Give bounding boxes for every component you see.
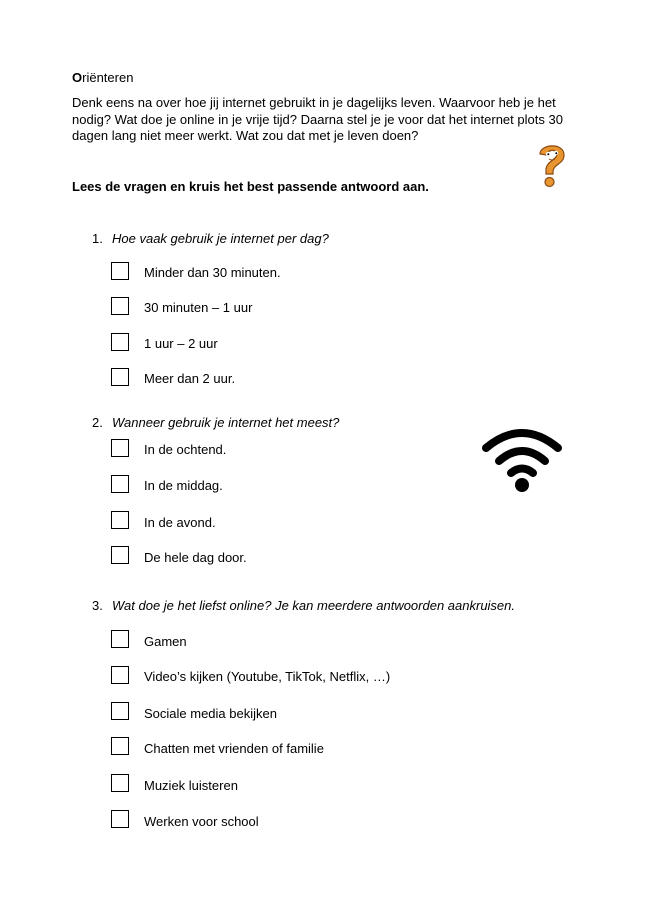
checkbox-q1-option-4[interactable] xyxy=(111,368,129,386)
checkbox-q2-option-1[interactable] xyxy=(111,439,129,457)
option-label: Video’s kijken (Youtube, TikTok, Netflix, …) xyxy=(144,669,391,684)
option-label: In de ochtend. xyxy=(144,442,227,457)
option-label: Muziek luisteren xyxy=(144,778,238,793)
option-label: In de avond. xyxy=(144,515,216,530)
option-label: Sociale media bekijken xyxy=(144,706,277,721)
question-mark-icon xyxy=(532,140,572,190)
option-label: De hele dag door. xyxy=(144,550,247,565)
checkbox-q3-option-5[interactable] xyxy=(111,774,129,792)
question-text: Wanneer gebruik je internet het meest? xyxy=(112,415,340,430)
checkbox-q1-option-2[interactable] xyxy=(111,297,129,315)
intro-paragraph: Denk eens na over hoe jij internet gebruikt in je dagelijks leven. Waarvoor heb je het nodig? Wat doe je online in je vrije tijd? Daarna stel je je voor dat het internet plots 30 dagen lang niet meer werkt. Wat zou dat met je leven doen? xyxy=(72,95,563,143)
wifi-icon xyxy=(480,428,564,494)
checkbox-q3-option-6[interactable] xyxy=(111,810,129,828)
option-label: Werken voor school xyxy=(144,814,259,829)
option-label: Minder dan 30 minuten. xyxy=(144,265,281,280)
question-3 xyxy=(92,598,515,613)
checkbox-q3-option-1[interactable] xyxy=(111,630,129,648)
checkbox-q1-option-1[interactable] xyxy=(111,262,129,280)
checkbox-q2-option-4[interactable] xyxy=(111,546,129,564)
checkbox-q2-option-2[interactable] xyxy=(111,475,129,493)
instruction: Lees de vragen en kruis het best passende antwoord aan. xyxy=(72,179,429,194)
option-label: Chatten met vrienden of familie xyxy=(144,741,324,756)
heading-rest: riënteren xyxy=(82,70,134,85)
question-1 xyxy=(92,231,329,246)
question-2 xyxy=(92,415,339,430)
section-heading xyxy=(72,70,133,85)
option-label: 1 uur – 2 uur xyxy=(144,336,218,351)
checkbox-q3-option-4[interactable] xyxy=(111,737,129,755)
option-label: In de middag. xyxy=(144,478,223,493)
checkbox-q1-option-3[interactable] xyxy=(111,333,129,351)
question-text: Wat doe je het liefst online? Je kan meerdere antwoorden aankruisen. xyxy=(112,598,516,613)
option-label: 30 minuten – 1 uur xyxy=(144,300,253,315)
question-number: 1. xyxy=(92,231,103,246)
option-label: Meer dan 2 uur. xyxy=(144,371,236,386)
option-label: Gamen xyxy=(144,634,187,649)
checkbox-q2-option-3[interactable] xyxy=(111,511,129,529)
question-number: 2. xyxy=(92,415,103,430)
heading-initial: O xyxy=(72,70,83,85)
checkbox-q3-option-3[interactable] xyxy=(111,702,129,720)
question-number: 3. xyxy=(92,598,103,613)
checkbox-q3-option-2[interactable] xyxy=(111,666,129,684)
question-text: Hoe vaak gebruik je internet per dag? xyxy=(112,231,329,246)
